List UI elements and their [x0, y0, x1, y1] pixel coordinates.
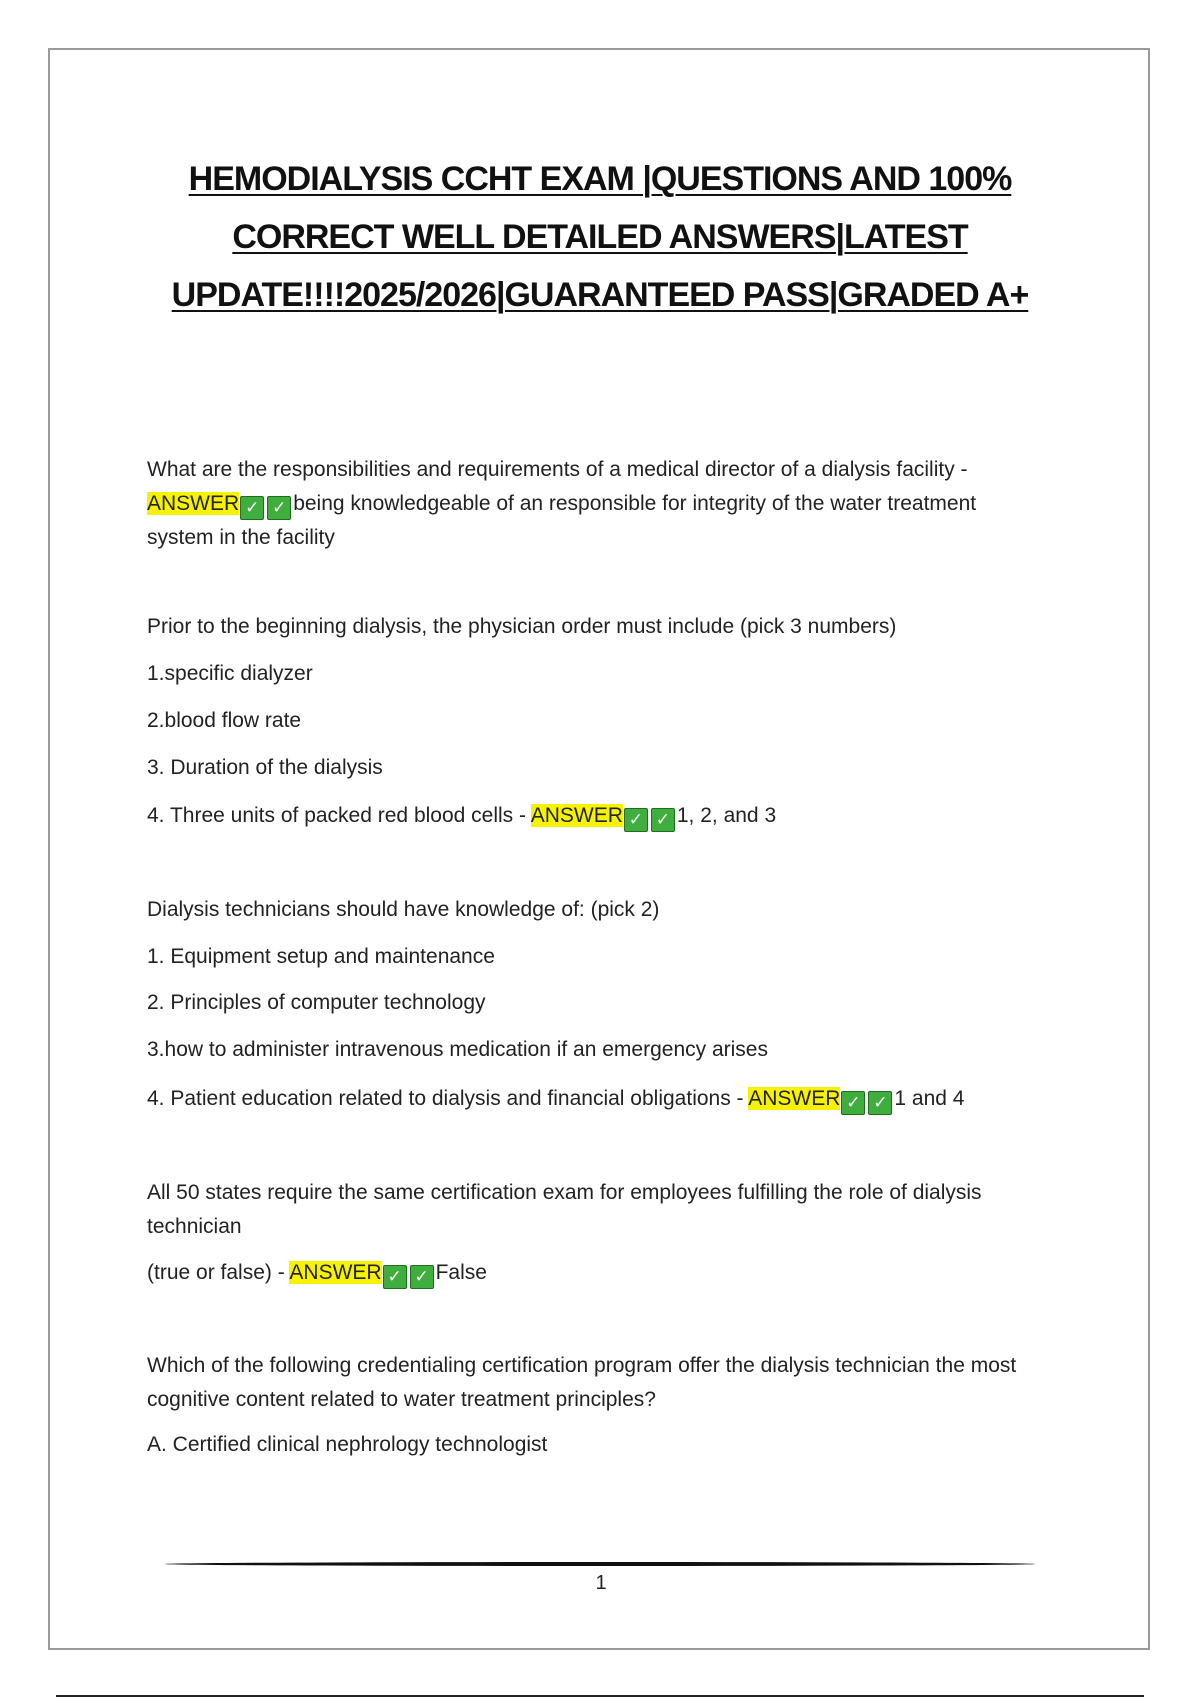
question-5-text: Which of the following credentialing certification program offer the dialysis technician the most cognitive content related to water treatment principles?: [147, 1354, 1017, 1411]
question-4-text: All 50 states require the same certification exam for employees fulfilling the role of dialysis technician: [147, 1181, 982, 1238]
question-2-option-2: 2.blood flow rate: [147, 709, 302, 732]
page-number: 1: [595, 1572, 607, 1594]
question-3-answer: 1 and 4: [894, 1087, 965, 1110]
question-4-prompt-text: (true or false) -: [147, 1261, 285, 1284]
check-box-icon: ✓: [240, 496, 264, 520]
question-4-answer: False: [435, 1261, 487, 1284]
question-3-option-3: 3.how to administer intravenous medication if an emergency arises: [147, 1038, 768, 1061]
question-2-option-3: 3. Duration of the dialysis: [147, 756, 383, 779]
check-box-icon: ✓: [841, 1091, 865, 1115]
document-title: HEMODIALYSIS CCHT EXAM |QUESTIONS AND 100% CORRECT WELL DETAILED ANSWERS|LATEST UPDATE!!!!2025/2026|GUARANTEED PASS|GRADED A+: [171, 160, 1029, 314]
question-1-answer: being knowledgeable of an responsible for integrity of the water treatment system in the facility: [147, 492, 977, 549]
check-box-icon: ✓: [267, 496, 291, 520]
question-2-answer: 1, 2, and 3: [676, 804, 777, 827]
next-page-edge: [56, 1695, 1144, 1697]
question-3-option-4: [147, 1082, 1047, 1116]
footer-rule: [165, 1562, 1035, 1566]
question-3-option-4-text: 4. Patient education related to dialysis and financial obligations -: [147, 1087, 744, 1110]
question-3-option-1: 1. Equipment setup and maintenance: [147, 945, 495, 968]
check-box-icon: ✓: [868, 1091, 892, 1115]
question-1-text: What are the responsibilities and requirements of a medical director of a dialysis facility -: [147, 458, 968, 481]
check-box-icon: ✓: [383, 1265, 407, 1289]
check-box-icon: ✓: [410, 1265, 434, 1289]
question-1: [147, 453, 1047, 555]
answer-label: ANSWER: [289, 1261, 382, 1284]
question-2-option-4-text: 4. Three units of packed red blood cells -: [147, 804, 526, 827]
answer-label: ANSWER: [147, 492, 240, 515]
answer-label: ANSWER: [530, 804, 623, 827]
check-box-icon: ✓: [651, 808, 675, 832]
question-3-text: Dialysis technicians should have knowledge of: (pick 2): [147, 898, 660, 921]
question-4-prompt: [147, 1256, 1047, 1290]
question-3-option-2: 2. Principles of computer technology: [147, 991, 486, 1014]
document-page: [48, 48, 1150, 1650]
question-2-option-1: 1.specific dialyzer: [147, 662, 313, 685]
question-2-text: Prior to the beginning dialysis, the physician order must include (pick 3 numbers): [147, 615, 897, 638]
check-box-icon: ✓: [624, 808, 648, 832]
question-2-option-4: [147, 799, 1047, 833]
question-5-option-a: A. Certified clinical nephrology technologist: [147, 1433, 548, 1456]
answer-label: ANSWER: [748, 1087, 841, 1110]
